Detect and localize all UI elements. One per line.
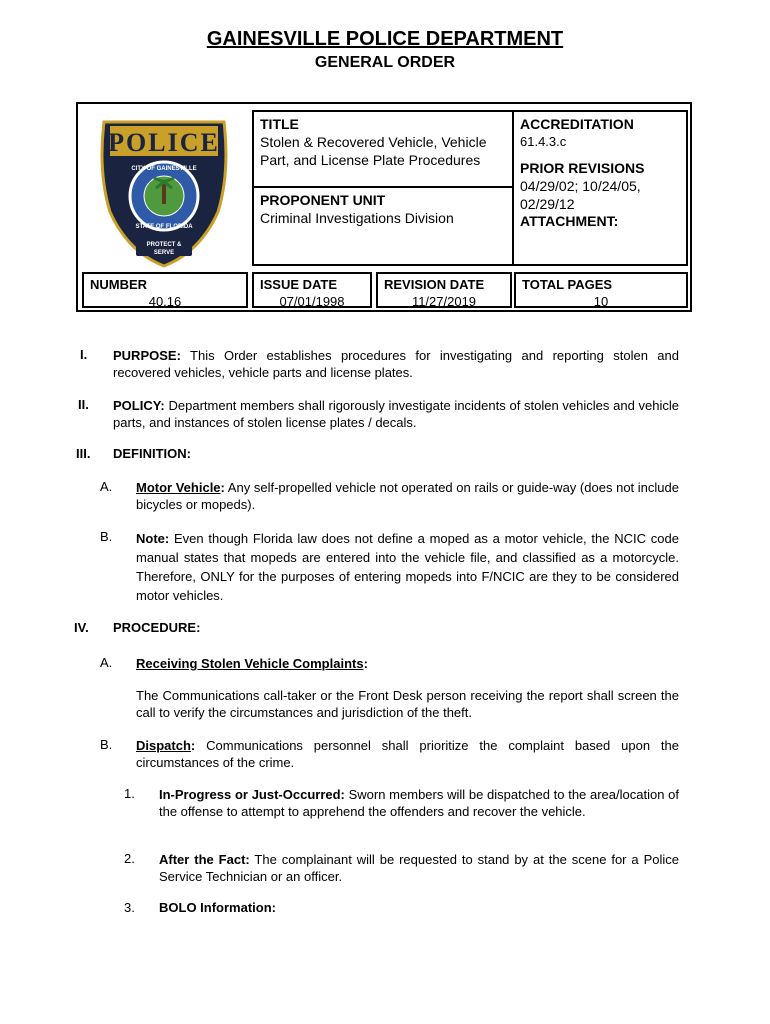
purpose-heading: PURPOSE: [113, 348, 181, 363]
motor-vehicle-paragraph: Motor Vehicle: Any self-propelled vehicle not operated on rails or guide-way (does not include bicycles or mopeds). [136, 480, 679, 512]
note-heading: Note: [136, 531, 170, 546]
section-number: IV. [74, 620, 89, 635]
motor-vehicle-heading: Motor Vehicle [136, 480, 221, 495]
policy-paragraph [113, 397, 679, 431]
proponent-cell [252, 186, 514, 266]
motor-vehicle-text: Any self-propelled vehicle not operated on rails or guide-way (does not include bicycles or mopeds). [136, 480, 679, 512]
svg-text:STATE OF FLORIDA: STATE OF FLORIDA [135, 224, 193, 230]
prior-revisions-value: 04/29/02; 10/24/05, 02/29/12 [520, 178, 641, 212]
total-pages-label: TOTAL PAGES [522, 277, 613, 292]
list-number: 1. [124, 786, 135, 801]
proponent-value: Criminal Investigations Division [260, 210, 454, 226]
bolo-heading: BOLO Information: [159, 900, 276, 915]
list-letter: A. [100, 479, 113, 494]
policy-text: Department members shall rigorously investigate incidents of stolen vehicles and vehicle parts, and instances of stolen license plates / decals. [113, 398, 679, 430]
accreditation-value: 61.4.3.c [520, 134, 567, 149]
list-letter: A. [100, 655, 113, 670]
after-fact-paragraph [159, 851, 679, 885]
receiving-heading-line: Receiving Stolen Vehicle Complaints: [136, 656, 368, 671]
after-fact-text: The complainant will be requested to stand by at the scene for a Police Service Technician or an officer. [159, 852, 679, 884]
list-number: 2. [124, 851, 135, 866]
document-type: GENERAL ORDER [314, 54, 456, 71]
issue-date-value: 07/01/1998 [279, 294, 345, 309]
purpose-paragraph [113, 347, 679, 381]
police-badge [90, 112, 238, 268]
revision-date-value: 11/27/2019 [411, 294, 477, 309]
svg-text:POLICE: POLICE [108, 128, 220, 157]
procedure-heading: PROCEDURE: [113, 620, 201, 635]
in-progress-heading: In-Progress or Just-Occurred: [159, 787, 345, 802]
section-number: II. [78, 397, 89, 412]
revision-date-cell [376, 272, 512, 308]
number-label: NUMBER [90, 277, 148, 292]
after-fact-heading: After the Fact: [159, 852, 250, 867]
revision-date-label: REVISION DATE [384, 277, 485, 292]
number-value: 40.16 [148, 294, 182, 309]
receiving-paragraph: The Communications call-taker or the Front Desk person receiving the report shall screen the call to verify the circumstances and jurisdiction of the theft. [136, 688, 679, 720]
svg-text:SERVE: SERVE [153, 250, 175, 256]
attachment-label: ATTACHMENT: [520, 213, 619, 229]
prior-revisions-label: PRIOR REVISIONS [520, 160, 645, 176]
issue-date-cell [252, 272, 372, 308]
department-title: GAINESVILLE POLICE DEPARTMENT [206, 28, 564, 50]
proponent-label: PROPONENT UNIT [260, 192, 386, 208]
issue-date-label: ISSUE DATE [260, 277, 338, 292]
number-cell [82, 272, 248, 308]
section-number: I. [80, 347, 88, 362]
svg-text:PROTECT &: PROTECT & [146, 242, 182, 248]
dispatch-paragraph: Dispatch: Communications personnel shall prioritize the complaint based upon the circumstances of the crime. [136, 738, 679, 770]
purpose-text: This Order establishes procedures for investigating and reporting stolen and recovered vehicles, vehicle parts and license plates. [113, 348, 679, 380]
dispatch-text: Communications personnel shall prioritize the complaint based upon the circumstances of the crime. [136, 738, 679, 770]
definition-heading: DEFINITION: [113, 446, 191, 461]
total-pages-value: 10 [593, 294, 609, 309]
title-value: Stolen & Recovered Vehicle, Vehicle Part, and License Plate Procedures [260, 134, 487, 168]
dispatch-heading: Dispatch [136, 738, 191, 753]
accreditation-label: ACCREDITATION [520, 116, 634, 132]
header-table [76, 102, 692, 312]
accreditation-cell [512, 110, 688, 266]
list-letter: B. [100, 529, 113, 544]
note-paragraph [136, 529, 679, 605]
note-text: Even though Florida law does not define a moped as a motor vehicle, the NCIC code manual states that mopeds are entered into the vehicle file, and classified as a motorcycle. Therefore, ONLY for the purposes of entering mopeds into F/NCIC are they to be considered motor vehicles. [136, 531, 679, 603]
list-number: 3. [124, 900, 135, 915]
in-progress-paragraph [159, 786, 679, 820]
title-label: TITLE [260, 116, 299, 132]
section-number: III. [76, 446, 91, 461]
in-progress-text: Sworn members will be dispatched to the area/location of the offense to attempt to apprehend the offenders and recover the vehicle. [159, 787, 680, 819]
list-letter: B. [100, 737, 113, 752]
title-cell [252, 110, 514, 188]
total-pages-cell [514, 272, 688, 308]
receiving-heading: Receiving Stolen Vehicle Complaints [136, 656, 364, 671]
policy-heading: POLICY: [113, 398, 165, 413]
svg-text:CITY OF GAINESVILLE: CITY OF GAINESVILLE [131, 166, 197, 172]
